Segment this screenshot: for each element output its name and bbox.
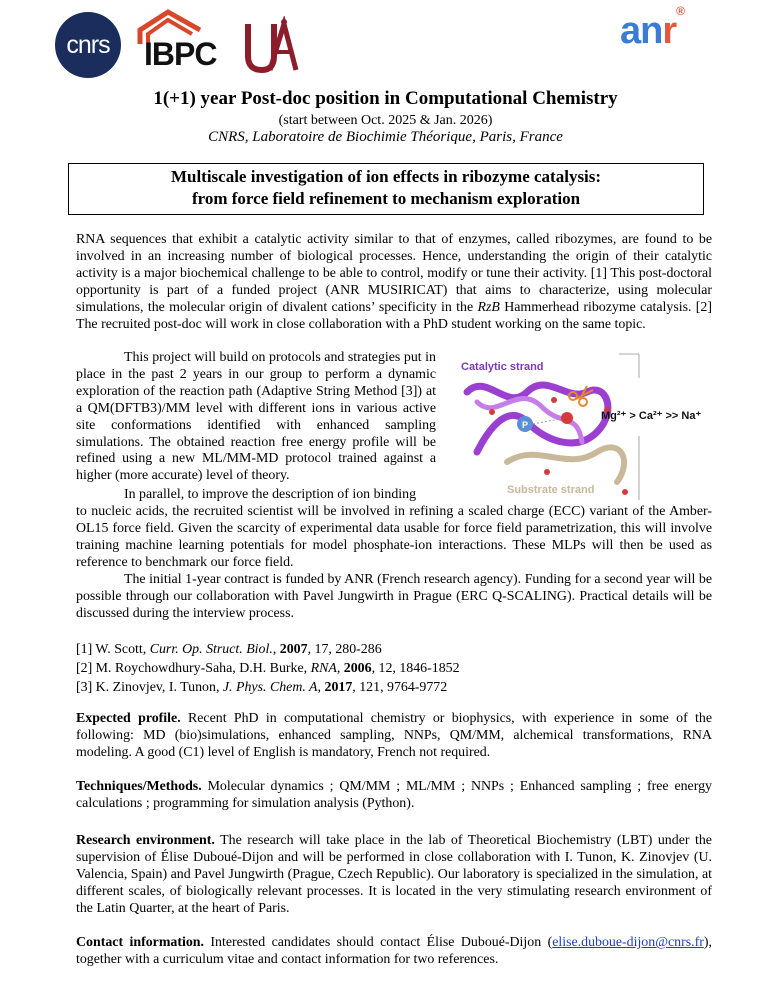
reference-item <box>76 640 460 659</box>
cnrs-logo <box>55 12 121 78</box>
research-environment-text: The research will take place in the lab of Theoretical Biochemistry (LBT) under the supervision of Élise Duboué-Dijon and will be performed in close collaboration with I. Tunon, K. Zinovjev (U. Valencia, Spain) and Pavel Jungwirth (Prague, Czech Republic). Our laboratory is specialized in the simulation, at different scales, of biologically relevant processes. It is located in the very stimulating research environment of the Latin Quarter, at the heart of Paris. <box>76 833 712 916</box>
university-logo <box>240 16 300 76</box>
expected-profile-section <box>76 710 712 761</box>
phosphate-label: P <box>521 420 529 430</box>
contact-text-a: Interested candidates should contact Élise Duboué-Dijon ( <box>203 935 553 950</box>
project-title-box <box>68 163 704 215</box>
project-title-line-1: Multiscale investigation of ion effects in ribozyme catalysis: <box>170 167 602 186</box>
expected-profile-text: Recent PhD in computational chemistry or biophysics, with experience in some of the following: MD (bio)simulations, enhanced sampling, NNPs, QM/MM, alchemical transformations, RNA modeling. A good (C1) level of English is mandatory, French not required. <box>76 711 712 760</box>
project-title-line-2: from force field refinement to mechanism exploration <box>191 189 581 208</box>
rzb-term: RzB <box>477 299 500 315</box>
project-paragraph: This project will build on protocols and strategies put in place in the past 2 years in our group to perform a dynamic exploration of the reaction path (Adaptive String Method [3]) at a QM(DFTB3)/MM level with different ions in various active site conformations identified with enhanced sampling simulations. The obtained reaction free energy profile will be refined using a new ML/MM-MD protocol trained against a higher (more accurate) level of theory. <box>76 350 436 484</box>
ribozyme-figure <box>447 352 715 502</box>
anr-logo-text-blue: an <box>620 10 663 52</box>
reference-authors: M. Roychowdhury-Saha, D.H. Burke, <box>92 661 311 676</box>
reference-year: 2006 <box>343 661 372 676</box>
force-field-paragraph: to nucleic acids, the recruited scientist will be involved in refining a scaled charge (ECC) variant of the Amber-OL15 force field. Given the scarcity of experimental data usable for force field parametrization, this will involve training machine learning potentials for model phosphate-ion interactions. These MLPs will then be used as reference to benchmark our force field. <box>76 504 712 570</box>
funding-paragraph: The initial 1-year contract is funded by ANR (French research agency). Funding for a second year will be possible through our collaboration with Pavel Jungwirth in Prague (ERC Q-SCALING). Practical details will be discussed during the interview process. <box>76 572 712 621</box>
research-environment-heading: Research environment. <box>76 833 215 848</box>
reference-separator: , <box>317 680 325 695</box>
intro-text-b: Hammerhead ribozyme catalysis. [2] The recruited post-doc will work in close collaboration with a PhD student working on the same topic. <box>76 299 712 332</box>
research-environment-section <box>76 832 712 917</box>
reference-item <box>76 678 460 697</box>
page-title: 1(+1) year Post-doc position in Computational Chemistry <box>153 88 618 109</box>
techniques-text: Molecular dynamics ; QM/MM ; ML/MM ; NNPs ; Enhanced sampling ; free energy calculations ; programming for simulation analysis (Python). <box>76 779 712 811</box>
reference-item <box>76 659 460 678</box>
contact-text-b: ), together with a curriculum vitae and contact information for two references. <box>76 935 712 967</box>
reference-journal: J. Phys. Chem. A <box>222 680 318 695</box>
registered-mark: ® <box>676 4 684 19</box>
reference-details: , 121, 9764-9772 <box>352 680 448 695</box>
ibpc-logo <box>134 8 220 74</box>
lab-location: CNRS, Laboratoire de Biochimie Théorique, Paris, France <box>208 129 563 145</box>
expected-profile-heading: Expected profile. <box>76 711 181 726</box>
techniques-section <box>76 778 712 812</box>
anr-logo-text-red: r <box>662 10 677 52</box>
reference-year: 2007 <box>279 642 308 657</box>
university-emblem-icon <box>240 16 300 76</box>
ibpc-logo-text: IBPC <box>144 36 217 72</box>
reference-authors: W. Scott, <box>92 642 150 657</box>
cnrs-logo-text: cnrs <box>66 30 110 59</box>
substrate-strand-label: Substrate strand <box>507 484 595 496</box>
anr-logo <box>620 4 684 53</box>
force-field-paragraph-start: In parallel, to improve the description of ion binding <box>124 487 417 502</box>
reference-separator: , <box>272 642 280 657</box>
reference-year: 2017 <box>324 680 353 695</box>
references-list <box>76 640 460 697</box>
reference-authors: K. Zinovjev, I. Tunon, <box>92 680 223 695</box>
reference-journal: RNA <box>310 661 337 676</box>
catalytic-strand-label: Catalytic strand <box>461 361 544 373</box>
reference-separator: , <box>336 661 344 676</box>
contact-email-link[interactable]: elise.duboue-dijon@cnrs.fr <box>552 935 704 950</box>
intro-paragraph <box>76 232 712 333</box>
reference-details: , 17, 280-286 <box>307 642 382 657</box>
contact-section <box>76 934 712 968</box>
techniques-heading: Techniques/Methods. <box>76 779 202 794</box>
start-dates: (start between Oct. 2025 & Jan. 2026) <box>278 113 493 128</box>
intro-text-a: RNA sequences that exhibit a catalytic activity similar to that of enzymes, called ribozymes, are found to be involved in an increasing number of biological processes. Hence, understanding the origin of their catalytic activity is a major biochemical challenge to be able to control, modify or tune their activity. [1] This post-doctoral opportunity is part of a funded project (ANR MUSIRICAT) that aims to characterize, using molecular simulations, the molecular origin of divalent cations’ specificity in the <box>76 232 712 315</box>
ion-selectivity-label: Mg²⁺ > Ca²⁺ >> Na⁺ <box>601 410 702 422</box>
reference-marker: [1] <box>76 642 93 657</box>
contact-heading: Contact information. <box>76 935 204 950</box>
reference-marker: [2] <box>76 661 93 676</box>
ribozyme-illustration <box>447 352 715 502</box>
reference-marker: [3] <box>76 680 93 695</box>
reference-journal: Curr. Op. Struct. Biol. <box>149 642 273 657</box>
reference-details: , 12, 1846-1852 <box>371 661 460 676</box>
